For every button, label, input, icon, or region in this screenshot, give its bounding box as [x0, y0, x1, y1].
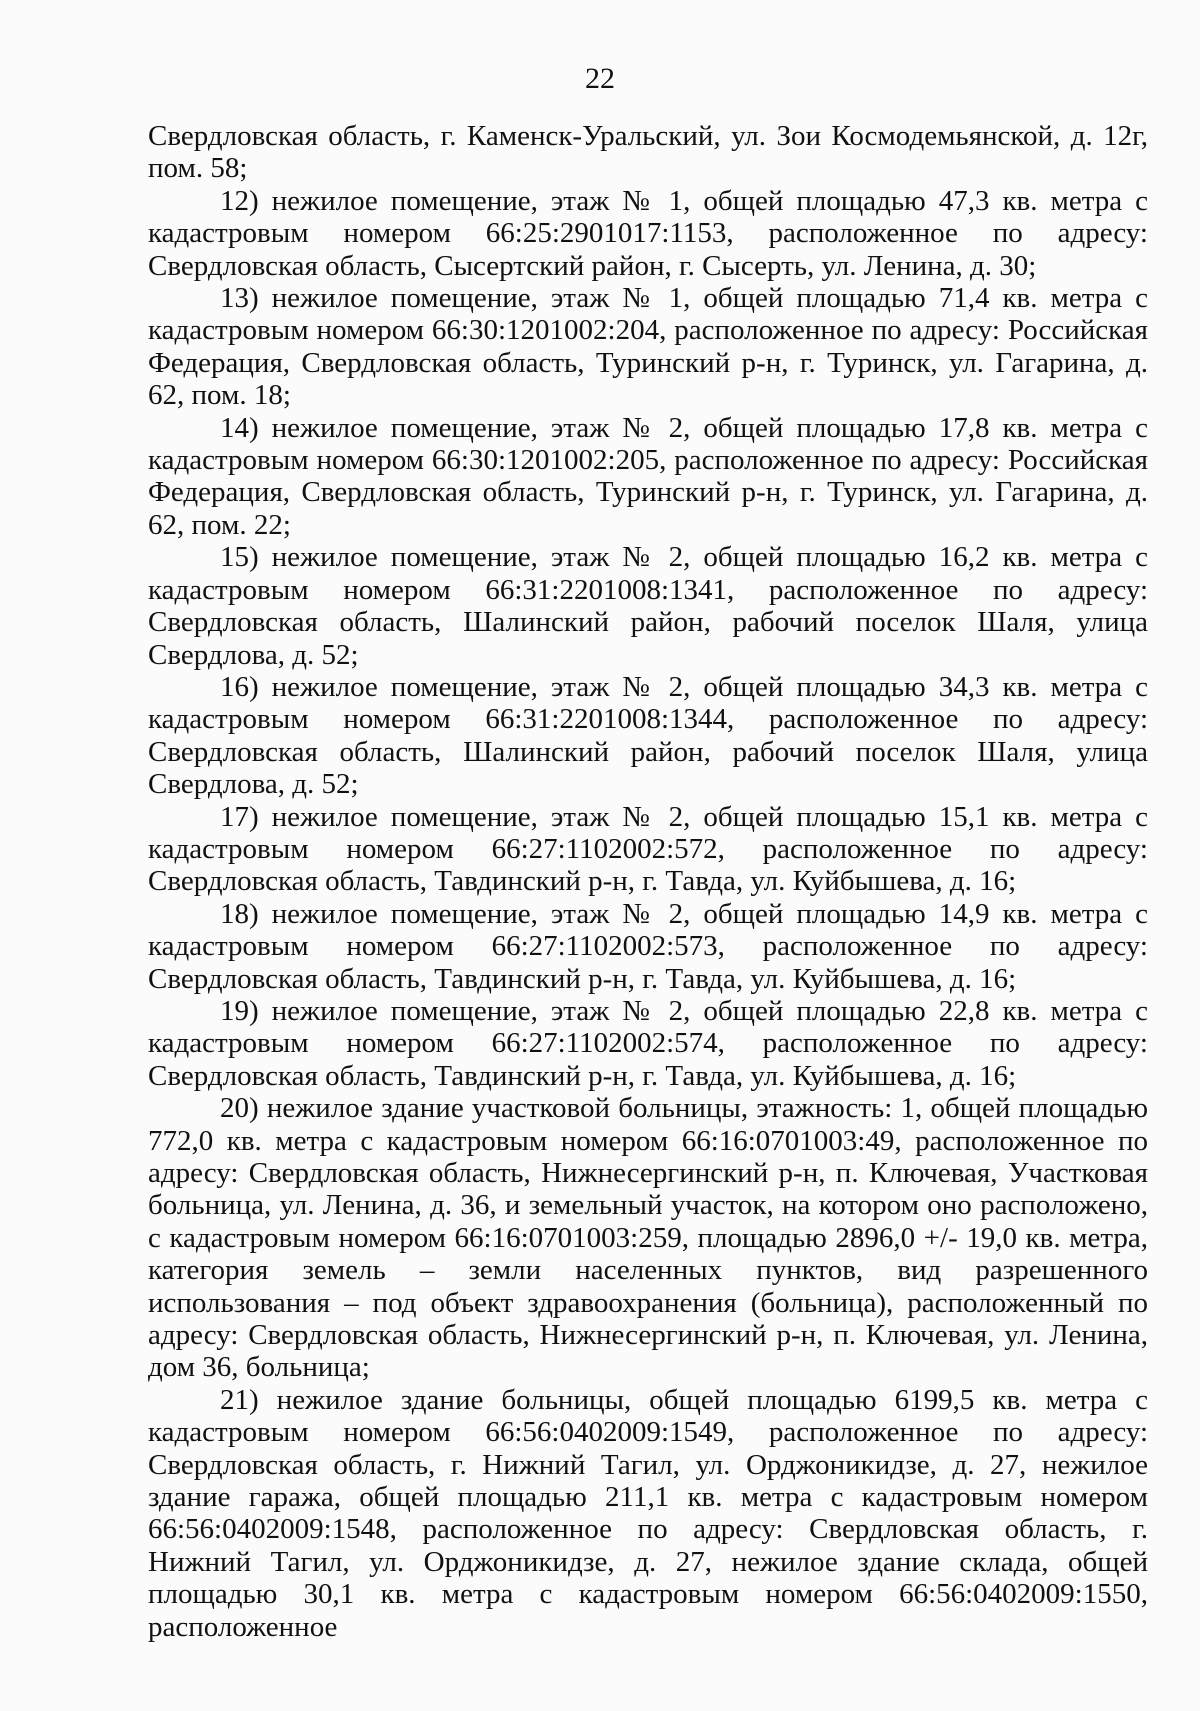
list-item-15: 15) нежилое помещение, этаж № 2, общей площадью 16,2 кв. метра с кадастровым номером 66:31:2201008:1341, расположенное по адресу: Свердловская область, Шалинский район, рабочий поселок Шаля, улица Свердлова, д. 52;: [148, 541, 1148, 671]
list-item-13: 13) нежилое помещение, этаж № 1, общей площадью 71,4 кв. метра с кадастровым номером 66:30:1201002:204, расположенное по адресу: Российская Федерация, Свердловская область, Туринский р-н, г. Туринск, ул. Гагарина, д. 62, пом. 18;: [148, 282, 1148, 412]
list-item-19: 19) нежилое помещение, этаж № 2, общей площадью 22,8 кв. метра с кадастровым номером 66:27:1102002:574, расположенное по адресу: Свердловская область, Тавдинский р-н, г. Тавда, ул. Куйбышева, д. 16;: [148, 994, 1148, 1092]
page-number: 22: [585, 62, 615, 95]
document-body: [148, 120, 1148, 1643]
paragraph-continuation: Свердловская область, г. Каменск-Уральский, ул. Зои Космодемьянской, д. 12г, пом. 58;: [148, 120, 1148, 185]
list-item-21: 21) нежилое здание больницы, общей площадью 6199,5 кв. метра с кадастровым номером 66:56:0402009:1549, расположенное по адресу: Свердловская область, г. Нижний Тагил, ул. Орджоникидзе, д. 27, нежилое здание гаража, общей площадью 211,1 кв. метра с кадастровым номером 66:56:0402009:1548, расположенное по адресу: Свердловская область, г. Нижний Тагил, ул. Орджоникидзе, д. 27, нежилое здание склада, общей площадью 30,1 кв. метра с кадастровым номером 66:56:0402009:1550, расположенное: [148, 1383, 1148, 1643]
list-item-16: 16) нежилое помещение, этаж № 2, общей площадью 34,3 кв. метра с кадастровым номером 66:31:2201008:1344, расположенное по адресу: Свердловская область, Шалинский район, рабочий поселок Шаля, улица Свердлова, д. 52;: [148, 670, 1148, 801]
list-item-20: 20) нежилое здание участковой больницы, этажность: 1, общей площадью 772,0 кв. метра с кадастровым номером 66:16:0701003:49, расположенное по адресу: Свердловская область, Нижнесергинский р-н, п. Ключевая, Участковая больница, ул. Ленина, д. 36, и земельный участок, на котором оно расположено, с кадастровым номером 66:16:0701003:259, площадью 2896,0 +/- 19,0 кв. метра, категория земель – земли населенных пунктов, вид разрешенного использования – под объект здравоохранения (больница), расположенный по адресу: Свердловская область, Нижнесергинский р-н, п. Ключевая, ул. Ленина, дом 36, больница;: [148, 1092, 1148, 1384]
list-item-14: 14) нежилое помещение, этаж № 2, общей площадью 17,8 кв. метра с кадастровым номером 66:30:1201002:205, расположенное по адресу: Российская Федерация, Свердловская область, Туринский р-н, г. Туринск, ул. Гагарина, д. 62, пом. 22;: [148, 411, 1148, 541]
list-item-18: 18) нежилое помещение, этаж № 2, общей площадью 14,9 кв. метра с кадастровым номером 66:27:1102002:573, расположенное по адресу: Свердловская область, Тавдинский р-н, г. Тавда, ул. Куйбышева, д. 16;: [148, 897, 1148, 995]
list-item-17: 17) нежилое помещение, этаж № 2, общей площадью 15,1 кв. метра с кадастровым номером 66:27:1102002:572, расположенное по адресу: Свердловская область, Тавдинский р-н, г. Тавда, ул. Куйбышева, д. 16;: [148, 800, 1148, 898]
list-item-12: 12) нежилое помещение, этаж № 1, общей площадью 47,3 кв. метра с кадастровым номером 66:25:2901017:1153, расположенное по адресу: Свердловская область, Сысертский район, г. Сысерть, ул. Ленина, д. 30;: [148, 184, 1148, 282]
